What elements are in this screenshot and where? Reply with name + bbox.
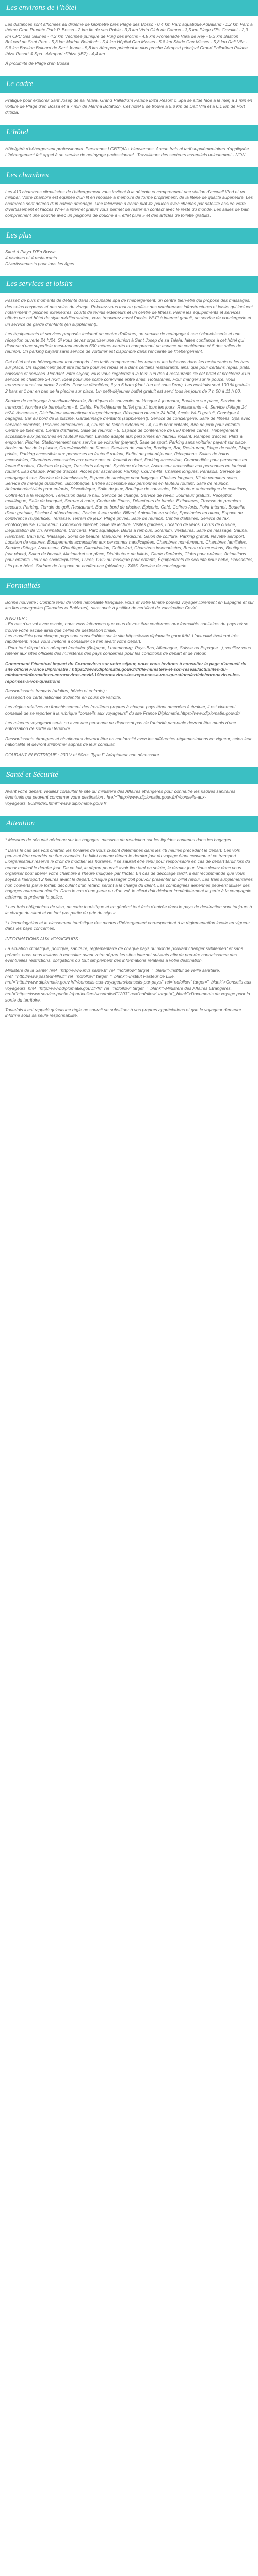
paragraph: Situé à Playa D'En Bossa 4 piscines et 4 restaurants Divertissements pour tous les âges — [5, 249, 74, 266]
section-attention — [0, 816, 258, 1028]
paragraph: * L'homologation et le classement touristique des modes d'hébergement correspondent à la réglementation locale en vigueur dans les pays concernés. — [5, 920, 250, 931]
section-sante — [0, 767, 258, 816]
paragraph: Bonne nouvelle : Compte tenu de votre nationalité française, vous et votre famille pouvez voyager librement en Espagne et sur les îles espagnoles (Canaries et Baléares), sans avoir à justifier de certificat de vaccination Covid. — [5, 600, 254, 611]
paragraph: Hôte/géré d'hébergement professionnel. Personnes LGBTQIA+ bienvenues. Aucun frais ni tarif supplémentaires n'appliquée. L'hébergement fait appel à un service de nettoyage professionnel.. Travailleurs des secteurs essentiels uniquement - NON — [5, 146, 250, 158]
paragraph: Les 410 chambres climatisées de l'hébergement vous invitent à la détente et comprennent une station d'accueil iPod et un minibar. Votre chambre est équipée d'un lit en mousse à mémoire de forme proprement, de la literie de qualité supérieure. Les chambres sont dotées d'un balcon aménagé. Une télévision à écran plat 42 pouces avec chaînes par satellite assure votre divertissement et l'accès Wi-Fi à internet gratuit vous permet de rester en contact avec le reste du monde. Les salles de bain comprennent une douche avec un peignoirs de douche à « effet pluie » et des articles de toilette gratuits. — [5, 189, 253, 218]
paragraph: INFORMATIONS AUX VOYAGEURS : — [5, 936, 81, 941]
section-title: Formalités — [0, 578, 258, 595]
section-body — [0, 837, 258, 1019]
paragraph: Avant votre départ, veuillez consulter le site du ministère des Affaires étrangères pour connaître les risques sanitaires éventuels qui peuvent concerner votre destination : href="http://www.diplomatie.gouv.fr/fr/conseils-aux-voyageurs_909/index.html">www.diplomatie.gouv.fr — [5, 788, 236, 806]
section-title: L’hôtel — [0, 125, 258, 141]
paragraph: * Les frais obligatoires de visa, de carte touristique et en général tout frais d'entrée dans le pays de destination sont toujours à la charge du client et ne font pas partie du prix du séjour. — [5, 904, 252, 916]
paragraph: * Dans le cas des vols charter, les horaires de vous ci-sont déterminés dans les 48 heures précédant le départ. Les vols peuvent être retardés ou être avancés. Le billet comme départ le dernier jour du voyage étant convenu et ce transport. L'organisateur réserve le droit de modifier les horaires, il se saurait être tenu pour responsable en cas de départ tardif lors du retour matinal le dernier jour. De ce fait, le départ pourrait avoir lieu tard en soirée, le dernier jour. Vous devez donc vous organiser pour libérer votre chambre à l'heure indiquée par l'hôtel. En cas de décollage tardif, il est recommandé que vous soyez à l'aéroport 2 heures avant le départ. Chaque passager doit pouvoir présenter un billet retour. Les frais supplémentaires non couverts par le forfait, découlant d'un retard, seront à la charge du client. Les compagnies aériennes peuvent utiliser des bagages autrement réduits. Dans le cas d'une perte ou d'un vol, le client doit déclarer immédiatement la perte à la compagnie aérienne et prévenir la police. — [5, 847, 253, 900]
section-body — [0, 789, 258, 806]
paragraph: Ressortissants étrangers et binationaux devront être en conformité avec les différentes réglementations en vigueur, selon leur nationalité et devront s'informer auprès de leur consulat. — [5, 736, 252, 748]
paragraph: À proximité de Plage d'en Bossa — [5, 61, 69, 66]
paragraph: COURANT ELECTRIQUE : 230 V et 50Hz. Type F. Adaptateur non nécessaire. — [5, 752, 160, 757]
section-body — [0, 189, 258, 218]
paragraph: Les distances sont affichées au dixième de kilomètre près Plage des Bosso - 0,4 km Parc aquatique Aqualand - 1,2 km Parc à thème Gran Prudete Park P. Bosso - 2 km Ile de ses Roble - 3,3 km Vista Club de Campo - 3,5 km Plage d'Es Cavallet - 2,9 km CPC Ses Salines - 4,2 km Vécripéé punique de Puig des Molins - 4,9 km Promenade Vara de Rey - 5,3 km Bastion Boluard de Sant Pere - 5,3 km Marina Botafoch - 5,4 km Hôpital Can Misses - 5,8 km Stade Can Misses - 5,8 km Dalt Vila - 5,8 km Bastion Boluard de Sant Joane - 5,8 km Aéroport principal le plus proche Aéroport principal Grand Palladium Palace Ibiza Resort & Spa : Aéroport d'Ibiza (IBZ) - 4,4 km — [5, 22, 253, 57]
paragraph: Concernant l'éventuel impact du Coronavirus sur votre séjour, nous vous invitons à consulter la page d'accueil du site officiel France Diplomatie : https://www.diplomatie.gouv.fr/fr/le-ministere-et-son-reseau/actualites-du-ministere/informations-coronavirus-covid-19/coronavirus-les-reponses-a-vos-questions/article/coronavirus-les-reponses-a-vos-questions — [5, 660, 247, 684]
paragraph: Les mineurs voyageant seuls ou avec une personne ne disposant pas de l'autorité parentale devront être munis d'une autorisation de sortie du territoire. — [5, 720, 236, 732]
section-formalites — [0, 578, 258, 767]
page — [0, 0, 258, 1028]
section-environs — [0, 0, 258, 76]
section-plus — [0, 228, 258, 276]
paragraph: Ressortissants français (adultes, bébés et enfants) : Passeport ou carte nationale d'identité en cours de validité. — [5, 688, 121, 700]
section-title: Les chambres — [0, 167, 258, 184]
paragraph: * Mesures de sécurité aérienne sur les bagages: mesures de restriction sur les liquides contenus dans les bagages. — [5, 837, 232, 843]
section-body — [0, 146, 258, 158]
section-title: Santé et Sécurité — [0, 767, 258, 784]
paragraph: Passez de purs moments de détente dans l'occupable spa de l'hébergement, un centre bien-être qui propose des massages, des soins corporels et des soins du visage. Relaxez-vous tout au profitez des nombreuses infrastructures et loisirs qui incluent notamment 4 piscines extérieures, courts de tennis extérieurs et un centre de fitness. Parmi les équipements et services offerts par cet hôtel de style méditerranéen, vous trouverez aussi l'accès Wi-Fi à internet gratuit, un service de conciergerie et un service de garde d'enfants (en supplément). — [5, 298, 253, 327]
section-body — [0, 600, 258, 758]
section-title: Les environs de l’hôtel — [0, 0, 258, 16]
section-title: Attention — [0, 816, 258, 832]
paragraph: La situation climatique, politique, sanitaire, réglementaire de chaque pays du monde pouvant changer subitement et sans préavis, nous vous invitons à consulter avant votre départ les sites internet suivants afin de prendre connaissance des éventuelles restrictions, obligations ou tout simplement des informations relatives à votre destination. — [5, 946, 244, 963]
section-body — [0, 98, 258, 115]
section-title: Le cadre — [0, 76, 258, 93]
section-title: Les plus — [0, 228, 258, 244]
section-body — [0, 249, 258, 267]
section-body — [0, 298, 258, 569]
section-cadre — [0, 76, 258, 125]
section-hotel — [0, 125, 258, 167]
paragraph: Cet hôtel est un hébergement tout compris. Les tarifs comprennent les repas et les boissons dans les restaurants et les bars sur place. Un supplément peut être facturé pour les repas et à dans certains restaurants, ainsi que pour certains repas, plats, boissons et services. Pendant votre séjour, vous vous régalerez à la fois: l'un des 4 restaurants de cet hôtel et profiterez d'un service en chambre 24 h/24. Idéal pour une sortie conviviale entre amis. Hôtes/amis. Pour manger sur le pouce, vous trouverez aussi sur place 2 cafés. Pour se désaltérer, il y a 6 bars (dont l'un est sous l'eau). Les cocktails sont 100 % gratuits, 2 bars et 1 bar en bas de la piscine sur place. Un petit-déjeuner buffet gratuit est servi tous les jours de 7 h 00 à 11 h 00. — [5, 359, 251, 394]
paragraph: Pratique pour explorer Sant Josep de sa Talaia, Grand Palladium Palace Ibiza Resort & Spa se situe face à la mer, à 1 min en voiture de Plage d'en Bossa et à 7 min de Marina Botafoch. Cet hôtel 5 se trouve à 5,8 km de Dalt Vila et à 6,1 km de Port d'Ibiza. — [5, 97, 252, 115]
paragraph: Ministère de la Santé: href="http://www.invs.sante.fr" rel="nofollow" target="_blank">Institut de veille sanitaire, href="http://www.pasteur-lille.fr" rel="nofollow" target="_blank">Institut Pasteur de Lille, href="http://www.diplomatie.gouv.fr/fr/conseils-aux-voyageurs/conseils-par-pays/" rel="nofollow" target="_blank">Conseils aux voyageurs, href="http://www.diplomatie.gouv.fr/fr/" rel="nofollow" target="_blank">Ministère des Affaires Etrangères, href="https://www.service-public.fr/particuliers/vosdroits/F1203" rel="nofollow" target="_blank">Documents de voyage pour la sortie du territoire. — [5, 968, 252, 1003]
section-services — [0, 276, 258, 578]
paragraph: Les règles relatives au franchissement des frontières propres à chaque pays étant amenées à évoluer, il est vivement conseillé de se reporter à la rubrique "conseils aux voyageurs" du site France Diplomatie.https://www.diplomatie.gouv.fr/ — [5, 704, 240, 716]
paragraph: Toutefois il est rappelé qu'aucune règle ne saurait se substituer à vos propres appréciations et que le voyageur demeure informé sous sa seule responsabilité. — [5, 1007, 241, 1019]
paragraph: A NOTER : - En cas d'un vol avec escale, nous vous informons que vous devrez être conformes aux formalités sanitaires du pays où se trouve votre escale ainsi que celles de destination finale. Les modalités pour chaque pays sont consultables sur le site https://www.diplomatie.gouv.fr/fr/. L'actualité évoluant très rapidement, nous vous invitons à consulter ce lien avant votre départ. - Pour tout départ d'un aéroport frontalier (Belgique, Luxembourg, Pays-Bas, Allemagne, Suisse ou Espagne...), veuillez vous référer aux sites officiels des ministères des pays concernés pour les conditions de départ et de retour. — [5, 615, 251, 656]
section-chambres — [0, 167, 258, 228]
section-body — [0, 22, 258, 67]
section-title: Les services et loisirs — [0, 276, 258, 293]
paragraph: Service de nettoyage à sec/blanchisserie, Boutiques de souvenirs ou kiosque à journaux, Boutique sur place, Service de transport, Nombre de bars/salons - 6, Cafés, Petit-déjeuner buffet gratuit tous les jours, Restaurants - 4, Service d'étage 24 h/24, Ascenseur, Distributeur automatique d'argent/banque, Réception ouverte 24 h/24, Accès Wi-Fi gratuit, Consigne à bagages, Bar au bord de la piscine, Gardiennage d'enfants (supplément), Service de conciergerie, Salle de fitness, Spa avec services complets, Piscines extérieures - 4, Courts de tennis extérieurs - 4, Club pour enfants, Aire de jeux pour enfants, Centre de bien-être, Centre d'affaires, Salle de réunion - 5, Espace de conférence de 690 mètres carrés, Hébergement accessible aux personnes en fauteuil roulant, Lavabo adapté aux personnes en fauteuil roulant, Rampes d'accès, Plats à emporter, Piscine, Stationnement sans service de voiturier (payant), Salle de sport, Parking sans voiturier payant sur place, Accès au bar de la piscine, Cours/activités de fitness, Services de voiturier, Boutique, Bar, Restaurant, Plage de sable, Plage privée, Parking accessible aux personnes en fauteuil roulant, Buffet de petit-déjeuner, Réceptions, Salles de bains accessibles, Chambres accessibles aux personnes en fauteuil roulant, Parking accessible, Commodités pour personnes en fauteuil roulant, Chaises de plage, Transferts aéroport, Système d'alarme, Ascenseur accessible aux personnes en fauteuil roulant, Eau chaude, Rampe d'accès, Accès par ascenseur, Parking, Couvre-lits, Chaises longues, Parasols, Service de nettoyage à sec, Service de blanchisserie, Espace de stockage pour bagages, Chaises longues, Kit de premiers soins, Service de ménage quotidien, Bibliothèque, Entrée accessible aux personnes en fauteuil roulant, Salle de réunion, Animation/activités pour enfants, Discothèque, Salle de jeux, Boutique de souvenirs, Distributeur automatique de collations, Coffre-fort à la réception, Télévision dans le hall, Service de change, Service de réveil, Journaux gratuits, Réception multilingue, Salle de banquet, Serrure à carte, Centre de fitness, Détecteurs de fumée, Extincteurs, Trousse de premiers secours, Parking, Terrain de golf, Restaurant, Bar en bord de piscine, Épicerie, Café, Coffres-forts, Point Internet, Bouteille d'eau gratuite, Piscine à débordement, Piscine à eau salée, Billard, Animation en soirée, Spectacles en direct, Espace de conférence (superficie), Terrasse, Terrain de jeux, Plage privée, Salle de réunion, Centre d'affaires, Service de fax, Photocopieuse, Ordinateur, Connexion internet, Salle de lecture, Visites guidées, Location de vélos, Cours de cuisine, Dégustation de vin, Animations, Concerts, Parc aquatique, Bains à remous, Solarium, Vestiaires, Salle de massage, Sauna, Hammam, Bain turc, Massage, Soins de beauté, Manucure, Pédicure, Salon de coiffure, Parking gratuit, Navette aéroport, Location de voitures, Équipements accessibles aux personnes handicapées, Chambres non-fumeurs, Chambres familiales, Service d'étage, Ascenseur, Chauffage, Climatisation, Coffre-fort, Chambres insonorisées, Bureau d'excursions, Boutiques (sur place), Salon de beauté, Minimarket sur place, Distributeur de billets, Garde d'enfants, Clubs pour enfants, Animations pour enfants, Jeux de société/puzzles, Livres, DVD ou musique pour enfants, Équipements de sécurité pour bébé, Poussettes, Lits pour bébé. Surface de l'espace de conférence (plénière) - 7485. Service de conciergerie — [5, 398, 254, 568]
paragraph: Les équipements et services proposés incluent un centre d'affaires, un service de nettoyage à sec / blanchisserie et une réception ouverte 24 h/24. Si vous devez organiser une réunion à Sant Josep de sa Talaia, faites confiance à cet hôtel qui dispose d'une superficie mesurant environ 690 mètres carrés et comprenant un espace de conférence et 5 des salles de réunion. Un parking payant sans service de voiturier est disponible dans l'enceinte de l'hébergement. — [5, 331, 245, 354]
